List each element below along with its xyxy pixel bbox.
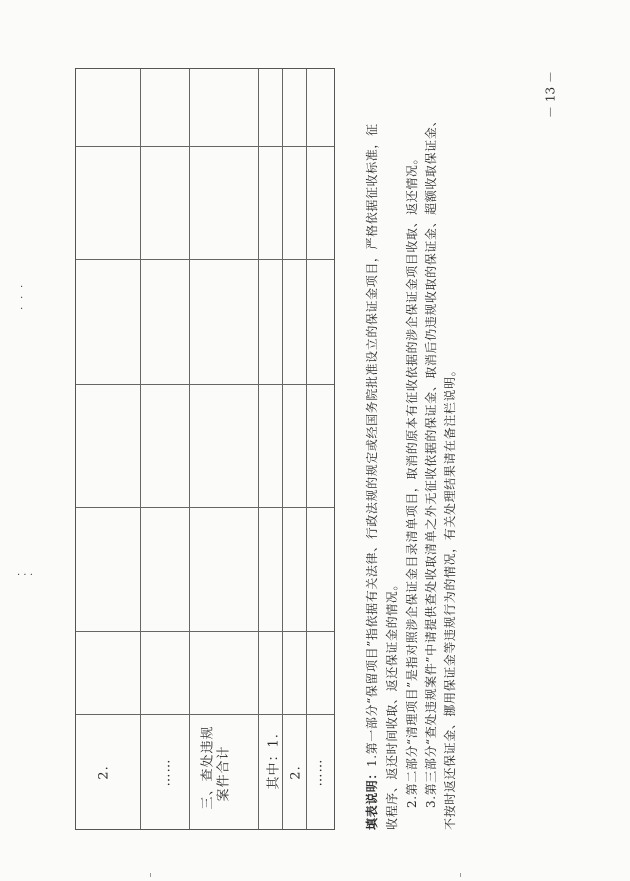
notes-line-1 bbox=[363, 123, 380, 830]
notes-line-3: 2.第二部分“清理项目”是指对照涉企保证金目录清单项目，取消的原本有征收依据的涉企保证金项目收取、返还情况。 bbox=[405, 151, 419, 808]
table-row-label: 2. bbox=[288, 765, 304, 780]
notes-line-5: 不按时返还保证金、挪用保证金等违规行为的情况，有关处理结果请在备注栏说明。 bbox=[443, 363, 457, 830]
crop-mark bbox=[460, 873, 461, 877]
crop-mark bbox=[150, 873, 151, 877]
page-number: － 13 － bbox=[543, 71, 558, 118]
binding-marks: · · · bbox=[20, 282, 24, 315]
table-row-label: …… bbox=[310, 758, 326, 787]
binding-marks: · · · bbox=[17, 570, 33, 581]
table-row-label: 2. bbox=[96, 765, 112, 780]
table-row-label: 三、查处违规 bbox=[200, 725, 216, 810]
table-row-label: 案件合计 bbox=[216, 745, 232, 802]
table-row-label: 其中：1. bbox=[266, 733, 282, 790]
notes-line-2: 收程序、返还时间收取、返还保证金的情况。 bbox=[385, 577, 399, 830]
table-row-label: …… bbox=[158, 758, 174, 787]
notes-title: 填表说明： bbox=[365, 766, 379, 830]
notes-text: 1.第一部分“保留项目”指依据有关法律、行政法规的规定或经国务院批准设立的保证金项目，严格依据征收标准，征 bbox=[365, 123, 379, 767]
notes-line-4: 3.第三部分“查处违规案件”中请提供查处收取清单之外无征收依据的保证金、取消后仍违规收取的保证金、超额收取保证金、 bbox=[424, 114, 438, 808]
